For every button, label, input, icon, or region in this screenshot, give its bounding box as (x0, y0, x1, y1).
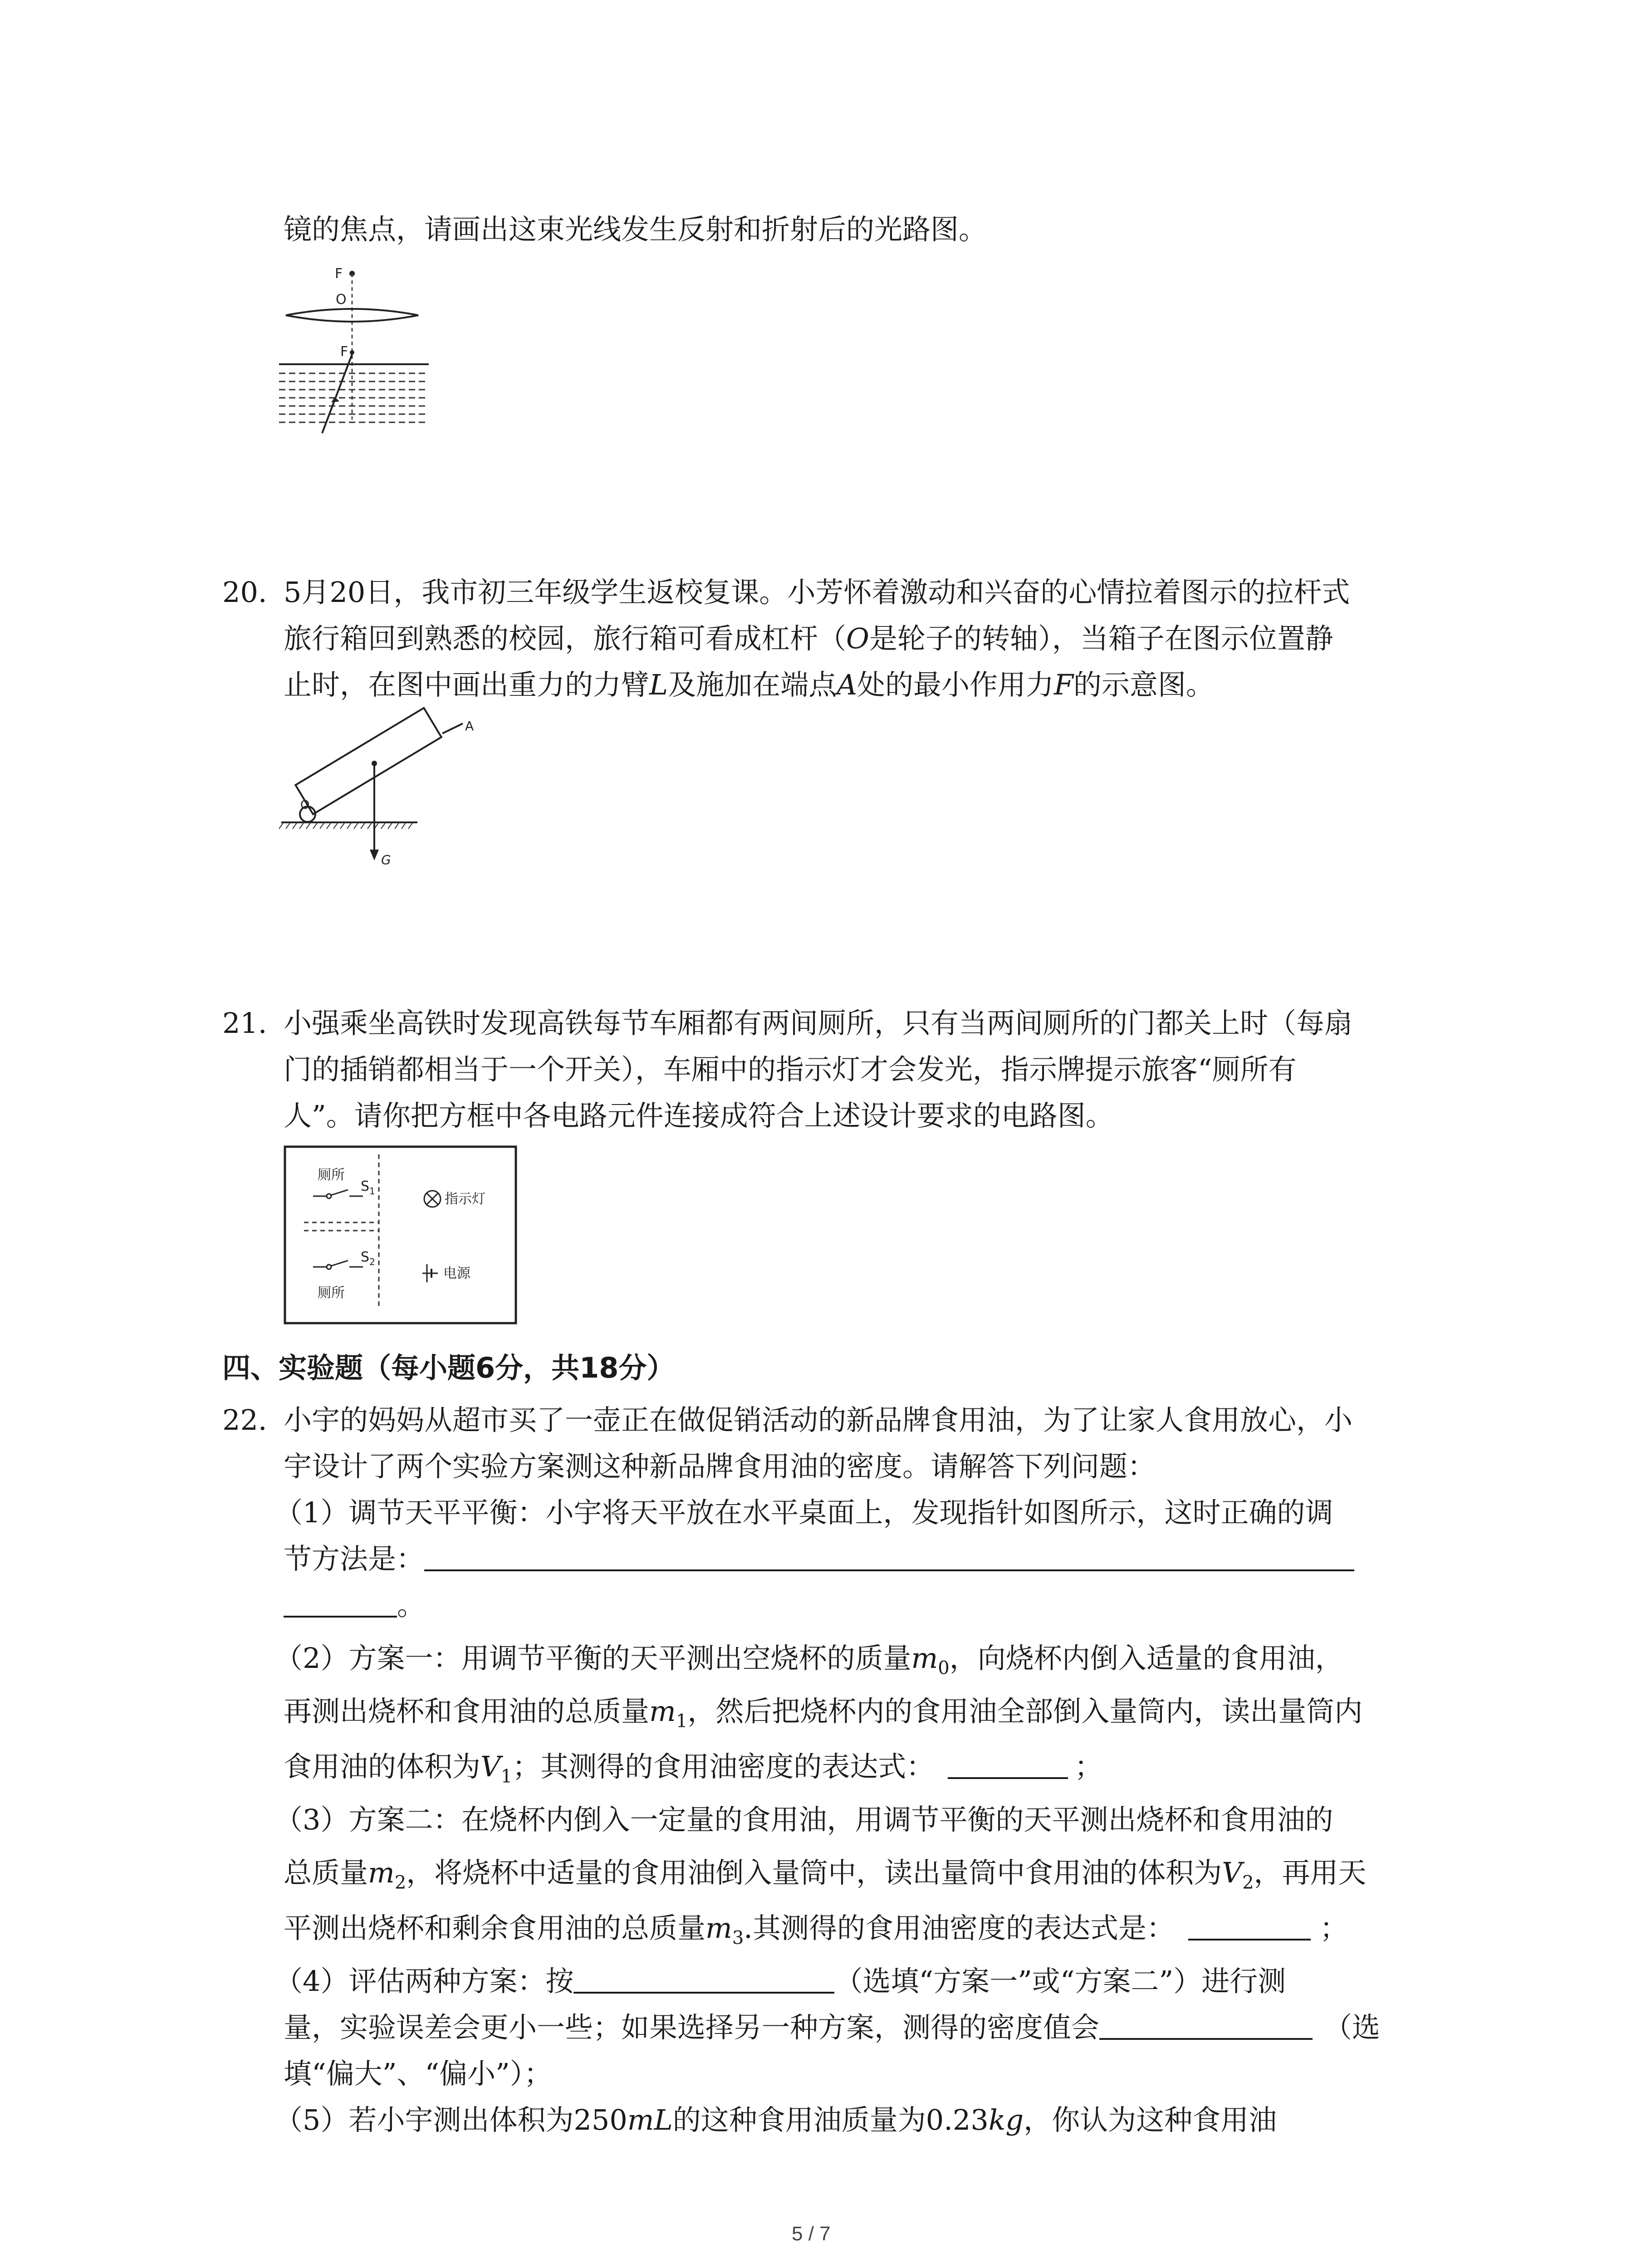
toilet-2-label: 厕所 (318, 1285, 345, 1301)
suitcase-lever-figure (272, 705, 508, 878)
q22-part1-line-1: （1）调节天平平衡：小宇将天平放在水平桌面上，发现指针如图所示，这时正确的调 (274, 1496, 1333, 1529)
q22-line-2: 宇设计了两个实验方案测这种新品牌食用油的密度。请解答下列问题： (284, 1450, 1156, 1483)
point-a-label: A (465, 719, 474, 733)
q20-line-2: 旅行箱回到熟悉的校园，旅行箱可看成杠杆（O是轮子的转轴），当箱子在图示位置静 (284, 622, 1333, 655)
q19-text-line: 镜的焦点，请画出这束光线发生反射和折射后的光路图。 (284, 213, 987, 246)
lamp-label: 指示灯 (445, 1191, 485, 1207)
q22-part4-line-1: （4）评估两种方案：按 （选填“方案一”或“方案二”）进行测 (274, 1965, 1286, 1998)
light-ray (322, 354, 352, 433)
switch-s1 (313, 1190, 363, 1198)
switch-s2-label: $S_2$ (361, 1249, 375, 1267)
q20-line-3: 止时，在图中画出重力的力臂L及施加在端点A处的最小作用力F的示意图。 (284, 668, 1215, 701)
toilet-1-label: 厕所 (318, 1167, 345, 1183)
q22-number: 22. (222, 1403, 267, 1437)
suitcase-body (295, 708, 441, 814)
answer-blank-2[interactable] (948, 1754, 1068, 1779)
q22-part1-line-3: 。 (284, 1591, 425, 1619)
answer-blank-4a[interactable] (573, 1968, 834, 1994)
q20-number: 20. (222, 576, 267, 609)
q22-part3-line-2: 总质量$m_2$，将烧杯中适量的食用油倒入量筒中，读出量筒中食用油的体积为$V_2$，再用天 (284, 1856, 1367, 1893)
optical-center-label: O (336, 292, 347, 308)
switch-s1-label: $S_1$ (361, 1178, 375, 1197)
water-hatching (279, 373, 426, 422)
q22-part1-line-2: 节方法是： (284, 1545, 1354, 1573)
q22-part2-line-1: （2）方案一：用调节平衡的天平测出空烧杯的质量$m_0$，向烧杯内倒入适量的食用油， (274, 1642, 1343, 1679)
q22-part5-line-1: （5）若小宇测出体积为250mL的这种食用油质量为0.23kg，你认为这种食用油 (274, 2103, 1277, 2136)
answer-blank-1b[interactable] (284, 1592, 397, 1618)
focus-label-bottom: F (340, 344, 348, 360)
q22-part2-line-2: 再测出烧杯和食用油的总质量$m_1$，然后把烧杯内的食用油全部倒入量筒内，读出量筒内 (284, 1695, 1363, 1732)
q21-number: 21. (222, 1007, 267, 1040)
switch-s2 (313, 1261, 363, 1269)
q22-line-1: 小宇的妈妈从超市买了一壶正在做促销活动的新品牌食用油，为了让家人食用放心，小 (284, 1403, 1353, 1437)
answer-blank-4b[interactable] (1099, 2014, 1313, 2040)
q21-line-2: 门的插销都相当于一个开关），车厢中的指示灯才会发光，指示牌提示旅客“厕所有 (284, 1053, 1297, 1086)
answer-blank-1a[interactable] (424, 1546, 1354, 1571)
focus-point-bottom (350, 350, 354, 355)
focus-label-top: F (335, 266, 343, 282)
page-number: 5 / 7 (792, 2223, 831, 2245)
answer-blank-3[interactable] (1188, 1915, 1311, 1941)
q21-line-3: 人”。请你把方框中各电路元件连接成符合上述设计要求的电路图。 (284, 1099, 1114, 1132)
q22-part2-line-3: 食用油的体积为$V_1$；其测得的食用油密度的表达式： ； (284, 1750, 1103, 1787)
ground-hatching (279, 822, 413, 829)
circuit-elements-figure (284, 1145, 517, 1325)
q22-part4-line-3: 填“偏大”、“偏小”）； (284, 2057, 552, 2090)
lamp-symbol (424, 1191, 441, 1207)
q22-part4-line-2: 量，实验误差会更小一些；如果选择另一种方案，测得的密度值会 （选 (284, 2011, 1381, 2044)
battery-symbol (422, 1264, 438, 1282)
lens-water-figure (272, 265, 436, 438)
q22-part3-line-3: 平测出烧杯和剩余食用油的总质量$m_3$.其测得的食用油密度的表达式是： ； (284, 1911, 1348, 1949)
power-label: 电源 (443, 1266, 470, 1281)
suitcase-handle (442, 723, 463, 733)
q20-line-1: 5月20日，我市初三年级学生返校复课。小芳怀着激动和兴奋的心情拉着图示的拉杆式 (284, 576, 1350, 609)
gravity-label: G (381, 852, 391, 867)
pivot-label: O (300, 798, 310, 812)
q22-part3-line-1: （3）方案二：在烧杯内倒入一定量的食用油，用调节平衡的天平测出烧杯和食用油的 (274, 1803, 1333, 1836)
section-4-title: 四、实验题（每小题6分，共18分） (222, 1351, 675, 1384)
q21-line-1: 小强乘坐高铁时发现高铁每节车厢都有两间厕所，只有当两间厕所的门都关上时（每扇 (284, 1007, 1353, 1040)
